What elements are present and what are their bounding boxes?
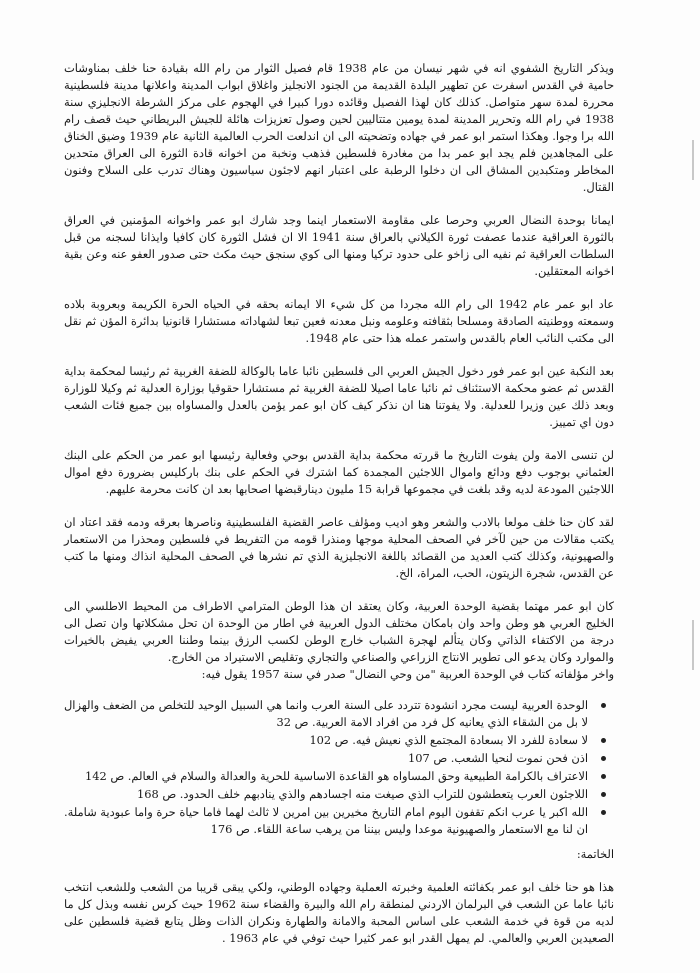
list-item: الله اكبر يا عرب انكم تقفون اليوم امام التاريخ مخيرين بين امرين لا ثالث لهما فاما حياة حرة واما عبودية شاملة. ان لنا مع الاستعمار والصهيونية موعدا وليس بيننا من يرهب ساعة اللقاء. ص 176 bbox=[64, 805, 588, 836]
scan-edge-mark bbox=[692, 620, 694, 670]
paragraph-revolt-1938: ويذكر التاريخ الشفوي انه في شهر نيسان من عام 1938 قام فصيل الثوار من رام الله بقيادة حنا خلف بمناوشات حامية في القدس اسفرت عن تطهير البلدة القديمة من الجنود الانجليز واغلاق ابواب المدينة واعلانها مدينة فلسطينية محررة لمدة سهر متواصل. كذلك كان لهذا الفصيل وقائده دورا كبيرا في الهجوم على مركز الشرطة الانجليزي سنة 1938 في رام الله وتحرير المدينة لمدة يومين متتاليين لحين وصول تعزيزات هائلة للجيش البريطاني حيث قصف رام الله برا وجوا. وهكذا استمر ابو عمر في جهاده وتضحيته الى ان اندلعت الحرب العالمية الثانية عام 1939 وضيق الخناق على المجاهدين فلم يجد ابو عمر بدا من مغادرة فلسطين فذهب ونخبة من اخوانه قادة الثورة الى العراق متحدين المخاطر ومتكبدين المشاق الى ان دخلوا الرطبة على اعتبار انهم لاجئون سياسيون وهناك تدرب على السلاح وفنون القتال. bbox=[64, 61, 614, 194]
list-item: اذن فحن نموت لنحيا الشعب. ص 107 bbox=[64, 750, 588, 767]
conclusion-heading: الخاتمة: bbox=[576, 847, 614, 861]
list-item: الاعتراف بالكرامة الطبيعية وحق المساواه هو القاعدة الاساسية للحرية والعدالة والسلام في العالم. ص 142 bbox=[64, 768, 588, 785]
quotes-list bbox=[64, 697, 614, 838]
paragraph-literature: لقد كان حنا خلف مولعا بالادب والشعر وهو اديب ومؤلف عاصر القضية الفلسطينية وناصرها بعرقه ودمه فقد اعتاد ان يكتب مقالات من حين لآخر في الصحف المحلية موجها ومنذرا قومه من التفريط في فلسطين ومحذرا من الاستعمار والصهيونية، وكذلك كتب العديد من القصائد باللغة الانجليزية الذي تم نشرها في الصحف المحلية انذاك ومنها ما كتب عن القدس، شجرة الزيتون، الحب، المراة، الخ. bbox=[64, 515, 614, 580]
list-item: الوحدة العربية ليست مجرد انشودة تتردد على السنة العرب وانما هي السبيل الوحيد للتخلص من الضعف والهزال لا بل من الشقاء الذي يعانيه كل فرد من افراد الامة العربية. ص 32 bbox=[64, 698, 588, 729]
paragraph-arab-unity: كان ابو عمر مهتما بقضية الوحدة العربية، وكان يعتقد ان هذا الوطن المترامي الاطراف من المحيط الاطلسي الى الخليج العربي هو وطن واحد وان بامكان مختلف الدول العربية في اطار من الوحدة ان تحل مشكلاتها وان تصل الى درجة من الاكتفاء الذاتي وكان يتألم لهجرة الشباب خارج الوطن لكسب الرزق بينما وطننا العربي يفيض بالخيرات والموارد وكان يدعو الى تطوير الانتاج الزراعي والصناعي والتجاري وتقليص الاستيراد من الخارج. bbox=[64, 599, 614, 664]
paragraph-judiciary-career: بعد النكبة عين ابو عمر فور دخول الجيش العربي الى فلسطين نائبا عاما بالوكالة للضفة الغربية ثم رئيسا لمحكمة بداية القدس ثم عضو محكمة الاستئناف ثم نائبا عاما اصيلا للضفة الغربية ثم مستشارا حقوقيا بوزارة العدلية ثم وكيلا للوزارة وبعد ذلك عين وزيرا للعدلية. ولا يفوتنا هنا ان نذكر كيف كان ابو عمر يؤمن بالعدل والمساواه بين جميع فئات الشعب دون اي تمييز. bbox=[64, 364, 614, 429]
list-item: اللاجئون العرب يتعطشون للتراب الذي صيغت منه اجسادهم والذي ينادبهم خلف الحدود. ص 168 bbox=[64, 786, 588, 803]
paragraph-iraq-revolt: ايمانا بوحدة النضال العربي وحرصا على مقاومة الاستعمار اينما وجد شارك ابو عمر واخوانه المؤمنين في العراق بالثورة العراقية عندما عصفت ثورة الكيلاني بالعراق سنة 1941 الا ان فشل الثورة كان كافيا وايذانا لسجنه من قبل السلطات العراقية ثم نفيه الى زاخو على حدود تركيا ومنها الى كوي سنجق حيث مكث حتى صدور العفو عنه وعن بقية اخوانه المعتقلين. bbox=[64, 213, 615, 278]
scan-edge-mark bbox=[692, 140, 694, 180]
paragraph-conclusion: هذا هو حنا خلف ابو عمر بكفائته العلمية وخبرته العملية وجهاده الوطني، ولكي يبقى قريبا من الشعب وللشعب انتخب نائبا عاما عن الشعب في البرلمان الاردني لمنطقة رام الله والبيرة والقضاء سنة 1962 حيث كرس نفسه وبذل كل ما لديه من قوة في خدمة الشعب على اساس المحبة والامانة والطهارة ونكران الذات وظل يتابع قضية فلسطين على الصعيدين العربي والعالمي. لم يمهل القدر ابو عمر كثيرا حيث توفي في عام 1963 . bbox=[64, 880, 614, 945]
paragraph-return-1942: عاد ابو عمر عام 1942 الى رام الله مجردا من كل شيء الا ايمانه بحقه في الحياه الحرة الكريمة وبعروبة بلاده وسمعته ووطنيته الصادقة ومسلحا بثقافته وعلومه ونبل معدنه فعين تبعا لشهاداته مستشارا قانونيا بدائرة المؤن ثم نقل الى مكتب النائب العام بالقدس واستمر عمله هذا حتى عام 1948. bbox=[64, 297, 614, 345]
paragraph-book-intro: واخر مؤلفاته كتاب في الوحدة العربية "من وحي النضال" صدر في سنة 1957 يقول فيه: bbox=[201, 667, 614, 681]
paragraph-refugee-funds: لن تنسى الامة ولن يفوت التاريخ ما قررته محكمة بداية القدس بوحي وفعالية رئيسها ابو عمر من الحكم على البنك العثماني بوجوب دفع ودائع واموال اللاجئين المجمدة كما اشترك في الحكم على بنك باركليس بضرورة دفع اموال اللاجئين المودعة لديه وقد بلغت في مجموعها قرابة 15 مليون دينارقبضها اصحابها بعد ان كانت محرمة عليهم. bbox=[64, 448, 614, 496]
list-item: لا سعادة للفرد الا بسعادة المجتمع الذي نعيش فيه. ص 102 bbox=[64, 732, 588, 749]
